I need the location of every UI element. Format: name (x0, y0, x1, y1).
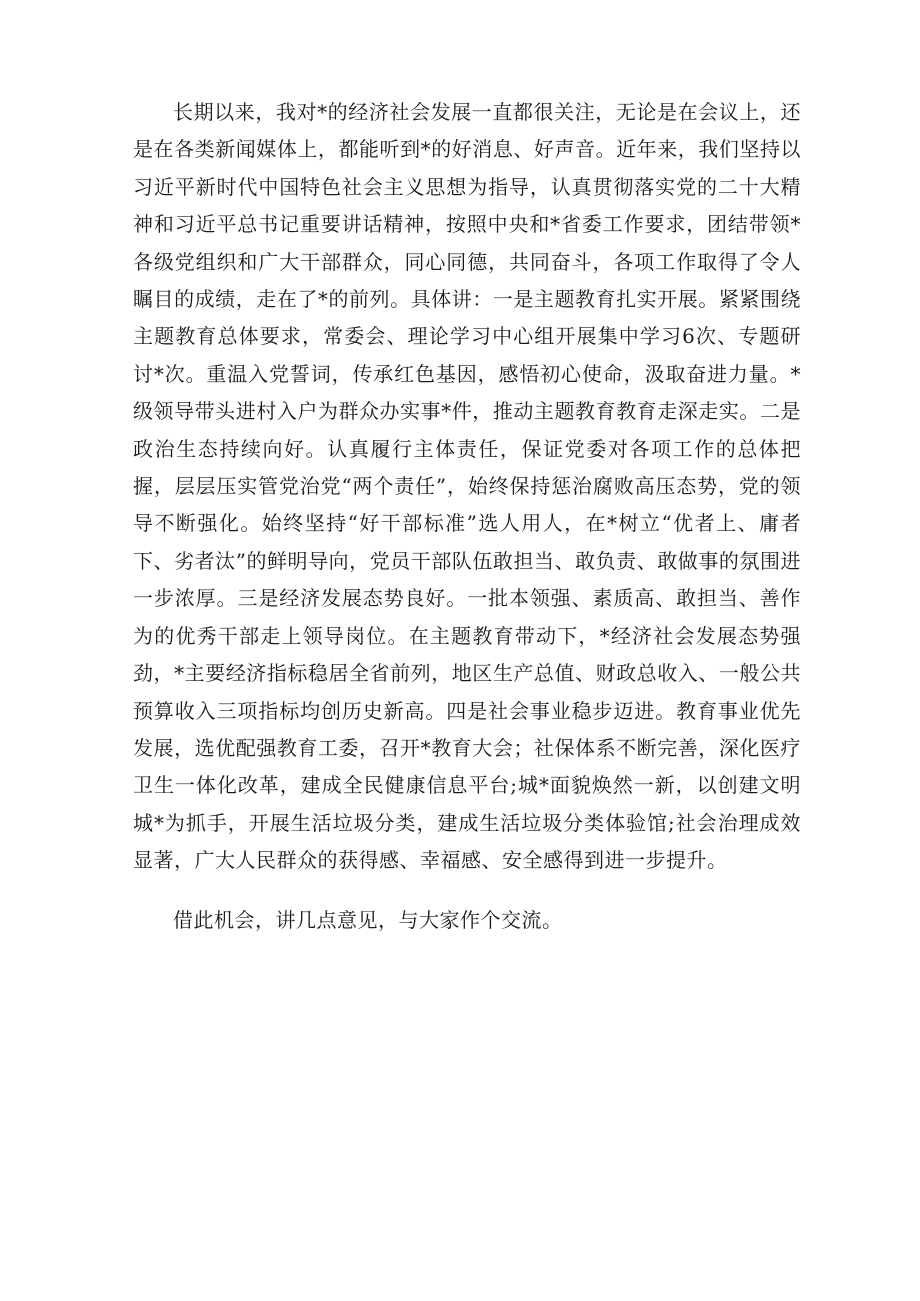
paragraph-2: 借此机会，讲几点意见，与大家作个交流。 (173, 907, 563, 932)
document-body (133, 94, 801, 939)
paragraph-1: 长期以来，我对*的经济社会发展一直都很关注，无论是在会议上，还是在各类新闻媒体上，都能听到*的好消息、好声音。近年来，我们坚持以习近平新时代中国特色社会主义思想为指导，认真贯彻落实党的二十大精神和习近平总书记重要讲话精神，按照中央和*省委工作要求，团结带领*各级党组织和广大干部群众，同心同德，共同奋斗，各项工作取得了令人瞩目的成绩，走在了*的前列。具体讲：一是主题教育扎实开展。紧紧围绕主题教育总体要求，常委会、理论学习中心组开展集中学习6次、专题研讨*次。重温入党誓词，传承红色基因，感悟初心使命，汲取奋进力量。*级领导带头进村入户为群众办实事*件，推动主题教育教育走深走实。二是政治生态持续向好。认真履行主体责任，保证党委对各项工作的总体把握，层层压实管党治党“两个责任”，始终保持惩治腐败高压态势，党的领导不断强化。始终坚持“好干部标准”选人用人，在*树立“优者上、庸者下、劣者汰”的鲜明导向，党员干部队伍敢担当、敢负责、敢做事的氛围进一步浓厚。三是经济发展态势良好。一批本领强、素质高、敢担当、善作为的优秀干部走上领导岗位。在主题教育带动下，*经济社会发展态势强劲，*主要经济指标稳居全省前列，地区生产总值、财政总收入、一般公共预算收入三项指标均创历史新高。四是社会事业稳步迈进。教育事业优先发展，选优配强教育工委，召开*教育大会；社保体系不断完善，深化医疗卫生一体化改革，建成全民健康信息平台;城*面貌焕然一新，以创建文明城*为抓手，开展生活垃圾分类，建成生活垃圾分类体验馆;社会治理成效显著，广大人民群众的获得感、幸福感、安全感得到进一步提升。 (133, 100, 801, 873)
